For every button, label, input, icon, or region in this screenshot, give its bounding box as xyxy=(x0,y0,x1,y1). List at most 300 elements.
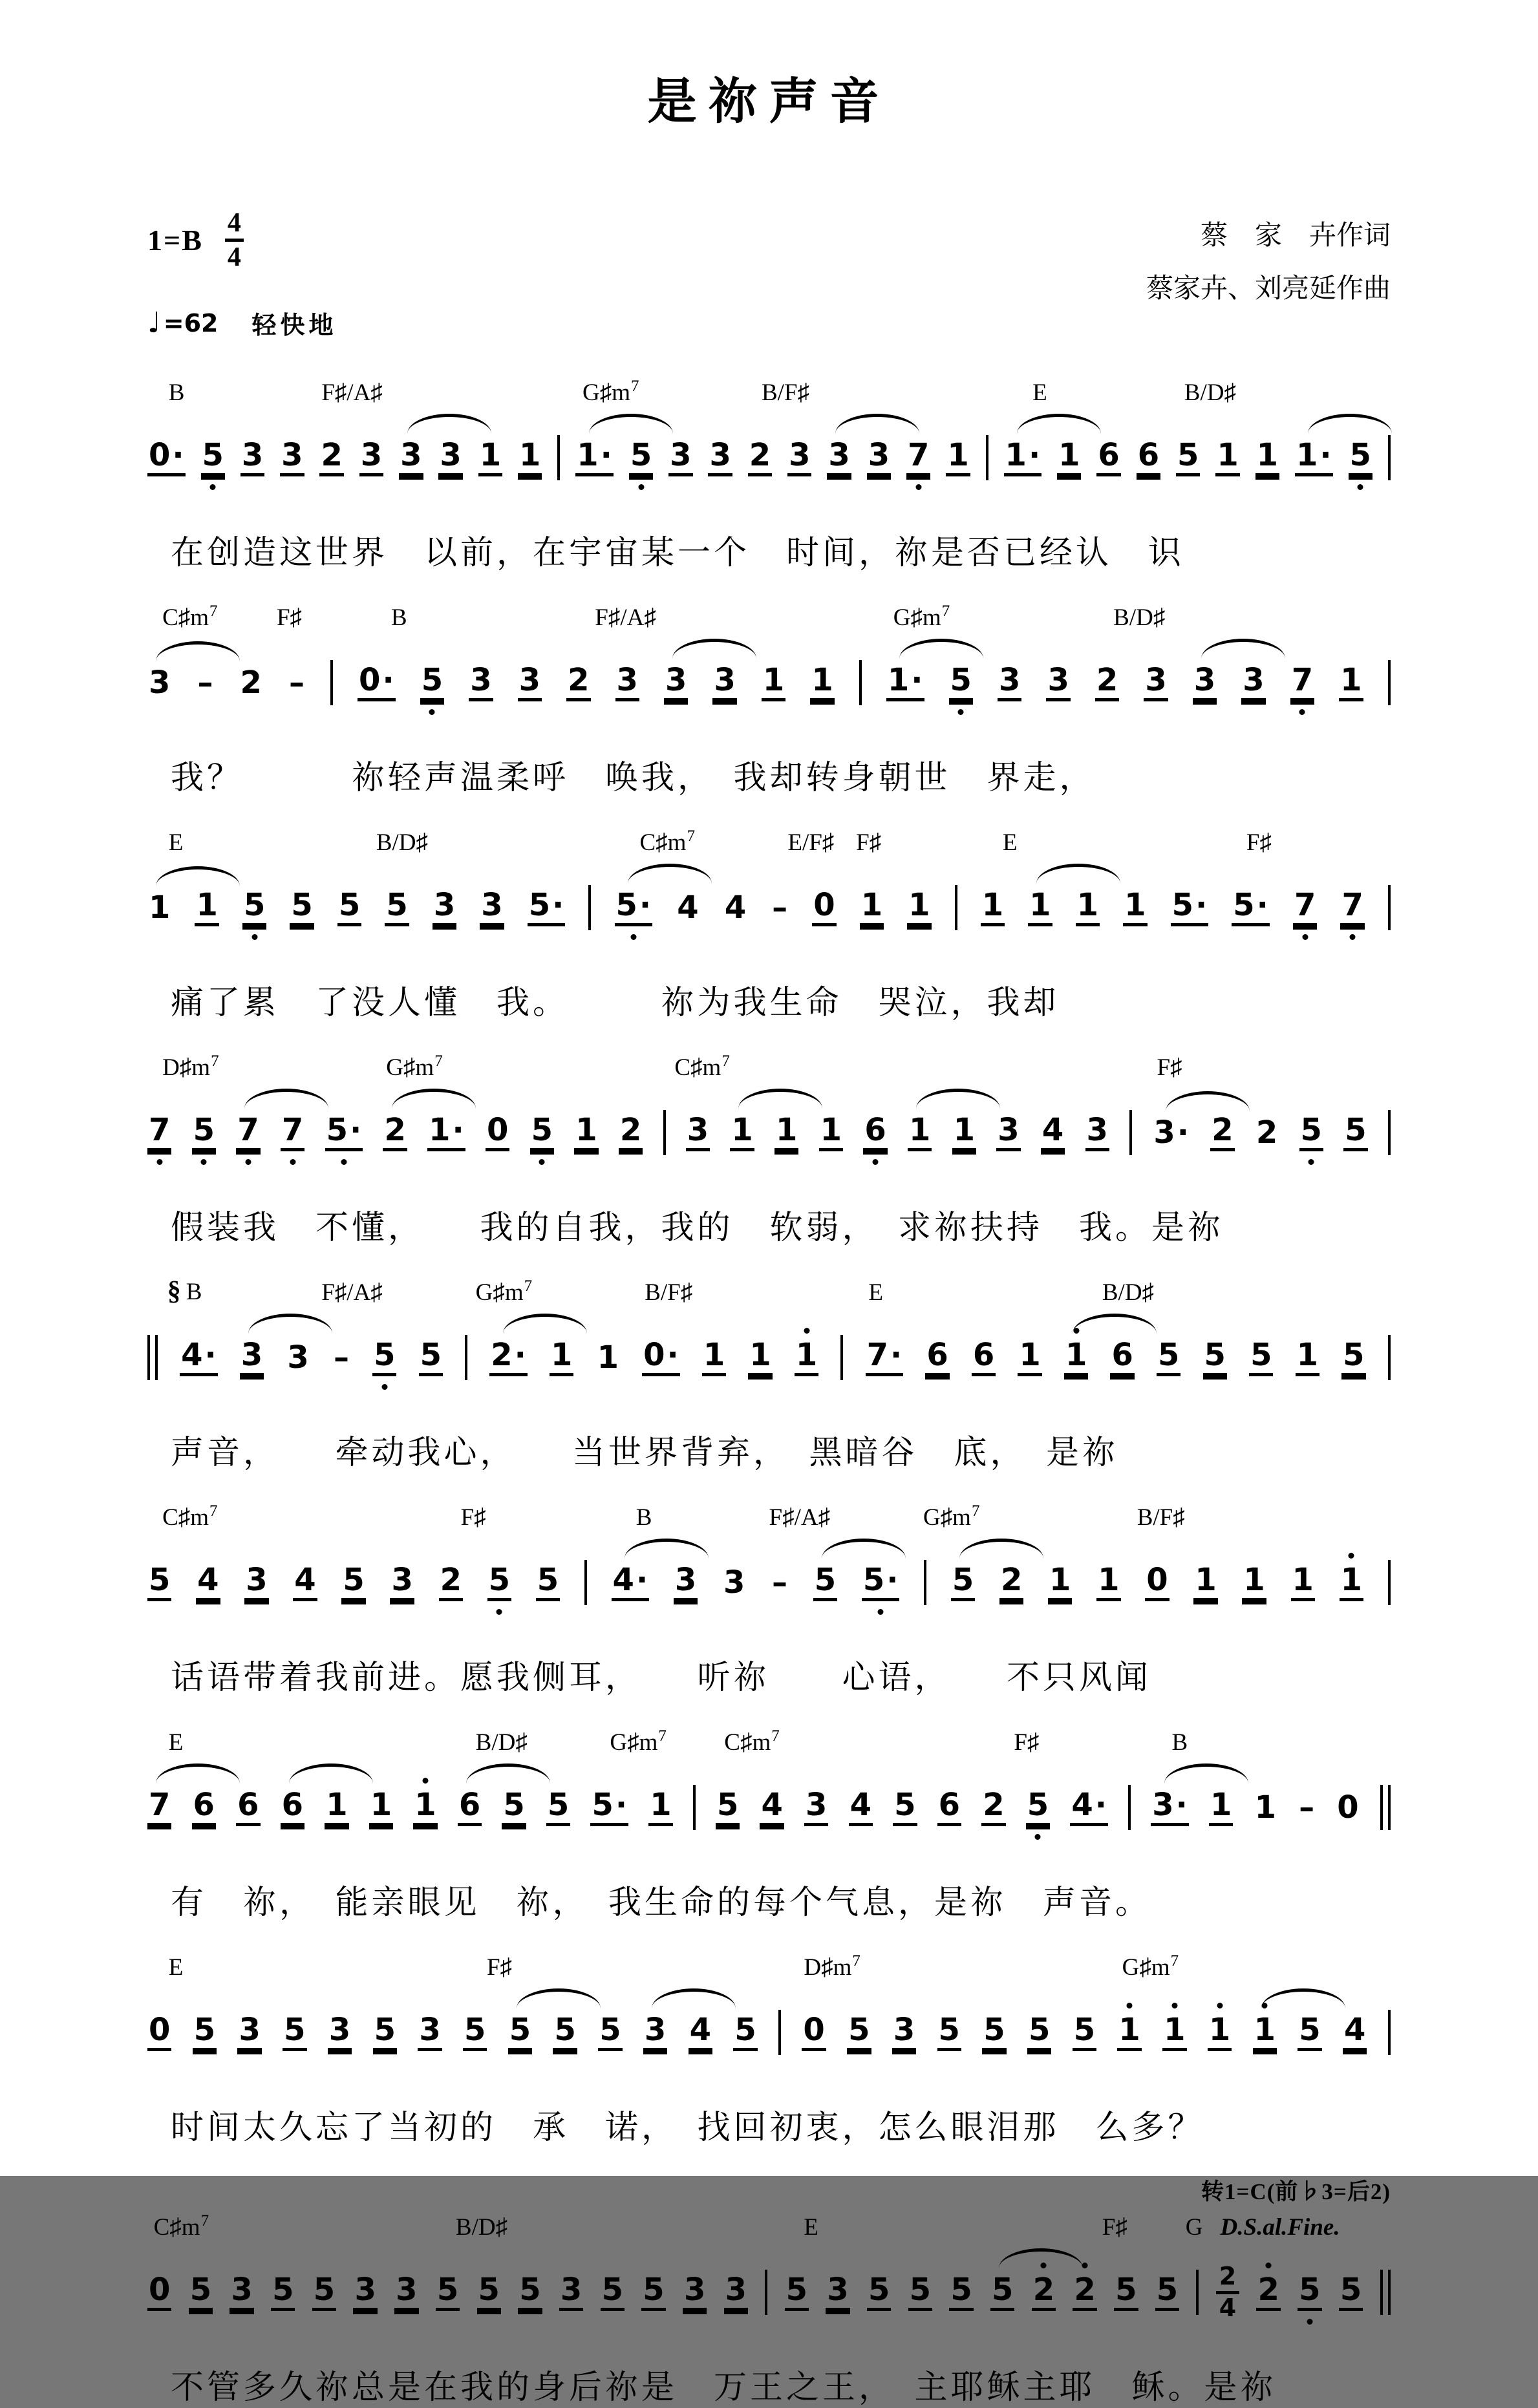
chord-symbol: $C♯m^7$ xyxy=(162,602,218,632)
note-token: 0 xyxy=(812,890,836,926)
octave-dot-low xyxy=(245,1159,251,1165)
note-token: 2· xyxy=(489,1339,528,1376)
note-token: 1 xyxy=(908,1114,932,1151)
dash-extender: – xyxy=(1299,1789,1315,1826)
double-barline xyxy=(1380,1785,1391,1830)
note-token: 1· xyxy=(427,1114,465,1151)
note-token: 1 xyxy=(907,890,931,926)
note-token: 5· xyxy=(1232,890,1270,926)
note-token: 5 xyxy=(463,2014,487,2051)
note-token: 1 xyxy=(1254,1789,1276,1826)
chord-symbol: $D♯m^7$ xyxy=(804,1952,860,1981)
octave-dot-low xyxy=(630,934,636,940)
octave-dot-low xyxy=(156,1159,162,1165)
note-token: 3 xyxy=(237,2014,261,2051)
chord-symbol: $C♯m^7$ xyxy=(674,1052,730,1081)
note-token: 5 xyxy=(530,1114,554,1151)
slur-arc xyxy=(392,1089,476,1109)
lyrics-line: 时间太久忘了当初的 承 诺， 找回初衷，怎么眼泪那 么多？ xyxy=(171,2109,1204,2147)
note-token: 0 xyxy=(486,1114,509,1151)
note-token: 5 xyxy=(312,2274,336,2311)
note-token: 5 xyxy=(733,2014,757,2051)
notes-row xyxy=(147,1756,1391,1862)
octave-dot-low xyxy=(210,484,216,490)
note-token: 2 xyxy=(383,1114,407,1151)
note-token: 1· xyxy=(886,665,924,701)
chord-symbol: $C♯m^7$ xyxy=(639,827,695,857)
octave-dot-low xyxy=(1307,2319,1312,2325)
lyricist-credit: 蔡 家 卉作词 xyxy=(1200,219,1391,251)
time-signature-numerator: 4 xyxy=(225,209,244,242)
octave-dot-low xyxy=(497,1609,502,1615)
note-token: 3 xyxy=(1046,665,1070,701)
octave-dot-low xyxy=(1302,934,1308,940)
note-token: 5 xyxy=(867,2274,891,2311)
chord-symbol: E xyxy=(168,1729,184,1756)
barline xyxy=(663,1110,666,1155)
composer-credit: 蔡家卉、刘亮延作曲 xyxy=(1146,272,1391,304)
lyrics-line: 话语带着我前进。愿我侧耳， 听祢 心语， 不只风闻 xyxy=(171,1659,1152,1698)
note-token: 0 xyxy=(802,2014,826,2051)
note-token: 3 xyxy=(683,2274,707,2311)
note-token: 5 xyxy=(1349,440,1372,476)
barline xyxy=(1388,1560,1391,1605)
barline xyxy=(465,1335,467,1380)
note-token: 7 xyxy=(147,1789,171,1826)
octave-dot-high xyxy=(1171,2003,1177,2008)
chord-symbol: B/D♯ xyxy=(1113,604,1166,632)
note-token: 2 xyxy=(981,1789,1005,1826)
note-token: 5 xyxy=(1341,1339,1365,1376)
chord-symbol: $G♯m^7$ xyxy=(582,378,639,407)
slur-arc xyxy=(916,1089,1000,1109)
note-token: 1 xyxy=(1208,2014,1232,2051)
music-system xyxy=(147,2174,1391,2408)
barline xyxy=(1388,660,1391,705)
note-token: 3 xyxy=(1144,665,1168,701)
note-token: 3 xyxy=(390,1564,414,1601)
note-token: 4 xyxy=(677,890,699,926)
octave-dot-low xyxy=(878,1609,884,1615)
note-token: 3 xyxy=(230,2274,253,2311)
note-token: 3 xyxy=(244,1564,268,1601)
octave-dot-high xyxy=(804,1328,809,1334)
note-token: 5 xyxy=(508,2014,532,2051)
octave-dot-low xyxy=(915,484,921,490)
barline xyxy=(1128,1785,1131,1830)
note-token: 0 xyxy=(1145,1564,1169,1601)
note-token: 3 xyxy=(328,2014,352,2051)
note-token: 4· xyxy=(180,1339,218,1376)
slur-arc xyxy=(628,864,712,884)
note-token: 1· xyxy=(1295,440,1333,476)
barline xyxy=(330,660,333,705)
octave-dot-low xyxy=(958,709,964,715)
note-token: 5 xyxy=(192,1114,216,1151)
note-token: 5 xyxy=(502,1789,526,1826)
note-token: 5 xyxy=(641,2274,665,2311)
octave-dot-high xyxy=(1082,2263,1088,2268)
music-system xyxy=(147,599,1391,798)
note-token: 3 xyxy=(518,665,542,701)
dash-extender: – xyxy=(197,665,213,701)
note-token: 4 xyxy=(1343,2014,1367,2051)
chord-symbol: $G♯m^7$ xyxy=(893,602,950,632)
note-token: 1 xyxy=(1018,1339,1041,1376)
slur-arc xyxy=(1073,1314,1157,1334)
note-token: 2 xyxy=(1255,1114,1278,1151)
note-token: 2 xyxy=(748,440,772,476)
chord-symbol: B/F♯ xyxy=(1137,1504,1185,1531)
note-token: 7 xyxy=(1293,890,1317,926)
note-token: 1 xyxy=(1123,890,1147,926)
note-token: 1 xyxy=(730,1114,754,1151)
note-token: 1 xyxy=(1255,440,1279,476)
note-token: 5 xyxy=(1026,1789,1050,1826)
chord-symbol: B xyxy=(1171,1729,1188,1756)
note-token: 3 xyxy=(480,890,504,926)
note-token: 6 xyxy=(1096,440,1120,476)
lyrics-line: 在创造这世界 以前，在宇宙某一个 时间，祢是否已经认 识 xyxy=(171,534,1185,573)
slur-arc xyxy=(1201,639,1285,659)
note-token: 3 xyxy=(240,1339,264,1376)
slur-arc xyxy=(1261,1988,1345,2008)
dash-extender: – xyxy=(772,890,788,926)
chord-symbol: B xyxy=(390,604,407,632)
chord-row xyxy=(147,1724,1391,1756)
note-token: 4 xyxy=(293,1564,317,1601)
music-systems xyxy=(147,374,1391,2408)
chord-symbol: F♯/A♯ xyxy=(321,379,383,407)
note-token: 5 xyxy=(189,2274,213,2311)
slur-arc xyxy=(959,1539,1043,1559)
chord-symbol: F♯/A♯ xyxy=(321,1279,383,1306)
chord-symbol: F♯ xyxy=(460,1504,486,1531)
chord-symbol: § B xyxy=(167,1276,202,1306)
note-token: 3 xyxy=(469,665,493,701)
barline xyxy=(588,885,591,930)
note-token: 6 xyxy=(937,1789,961,1826)
note-token: 1 xyxy=(325,1789,348,1826)
note-token: 4· xyxy=(1070,1789,1108,1826)
slur-arc xyxy=(672,639,756,659)
note-token: 3 xyxy=(280,440,304,476)
slur-arc xyxy=(1036,864,1120,884)
note-token: 1 xyxy=(369,1789,393,1826)
octave-dot-high xyxy=(1217,2003,1223,2008)
note-token: 3 xyxy=(724,2274,748,2311)
dash-extender: – xyxy=(772,1564,788,1601)
slur-arc xyxy=(466,1763,550,1784)
chord-symbol: E xyxy=(1032,379,1047,407)
lyrics-line: 我？ 祢轻声温柔呼 唤我， 我却转身朝世 界走， xyxy=(171,759,1096,798)
notes-row xyxy=(147,1981,1391,2087)
music-system xyxy=(147,1049,1391,1248)
slur-arc xyxy=(156,641,240,661)
note-token: 1 xyxy=(860,890,884,926)
note-token: 1 xyxy=(702,1339,726,1376)
barline xyxy=(1129,1110,1132,1155)
note-token: 5 xyxy=(598,2014,622,2051)
slur-arc xyxy=(899,639,983,659)
note-token: 3 xyxy=(892,2014,916,2051)
note-token: 4 xyxy=(849,1789,873,1826)
slur-arc xyxy=(835,414,919,434)
note-token: 5 xyxy=(716,1789,740,1826)
octave-dot-low xyxy=(1308,1159,1314,1165)
chord-symbol: $D♯m^7$ xyxy=(162,1052,219,1081)
sheet-header xyxy=(147,209,1391,341)
time-signature-inline: 2 4 xyxy=(1216,2264,1239,2321)
chord-row xyxy=(147,599,1391,632)
octave-dot-high xyxy=(422,1778,428,1784)
chord-symbol: $G♯m^7$ xyxy=(1122,1952,1179,1981)
note-token: 2 xyxy=(319,440,343,476)
double-barline xyxy=(1380,2270,1391,2315)
note-token: 7 xyxy=(1340,890,1364,926)
note-token: 3 xyxy=(1241,665,1265,701)
note-token: 3 xyxy=(615,665,639,701)
note-token: 3 xyxy=(240,440,264,476)
chord-row xyxy=(147,2209,1391,2241)
octave-dot-low xyxy=(1299,709,1305,715)
note-token: 1 xyxy=(518,440,542,476)
barline xyxy=(1388,2010,1391,2055)
note-token: 3 xyxy=(867,440,891,476)
barline xyxy=(859,660,862,705)
note-token: 1 xyxy=(478,440,502,476)
chord-symbol: $G♯m^7$ xyxy=(386,1052,443,1081)
note-token: 3 xyxy=(787,440,811,476)
note-token: 5 xyxy=(536,1564,560,1601)
note-token: 5 xyxy=(193,2014,217,2051)
note-token: 4 xyxy=(689,2014,712,2051)
note-token: 1 xyxy=(1296,1339,1319,1376)
chord-symbol: F♯ xyxy=(1246,829,1272,857)
chord-row xyxy=(147,374,1391,407)
notes-row xyxy=(147,857,1391,963)
barline xyxy=(1388,435,1391,480)
note-token: 1 xyxy=(1064,1339,1088,1376)
note-token: 5· xyxy=(590,1789,628,1826)
note-token: 2 xyxy=(1210,1114,1234,1151)
barline xyxy=(584,1560,587,1605)
ds-al-fine-mark: D.S.al.Fine. xyxy=(1220,2214,1340,2241)
chord-symbol: B/D♯ xyxy=(1184,379,1236,407)
note-token: 4· xyxy=(612,1564,650,1601)
note-token: 0 xyxy=(147,2014,171,2051)
key-signature: 1=B xyxy=(147,224,203,257)
chord-symbol: $C♯m^7$ xyxy=(724,1727,780,1756)
music-system xyxy=(147,824,1391,1023)
note-token: 1 xyxy=(1209,1789,1233,1826)
note-token: 5 xyxy=(1298,2014,1321,2051)
notes-row xyxy=(147,1081,1391,1188)
note-token: 4 xyxy=(760,1789,784,1826)
note-token: 5 xyxy=(419,1339,443,1376)
note-token: 5 xyxy=(147,1564,171,1601)
barline xyxy=(1196,2270,1199,2315)
note-token: 1· xyxy=(1004,440,1042,476)
note-token: 5 xyxy=(629,440,653,476)
chord-symbol: B xyxy=(168,379,185,407)
octave-dot-high xyxy=(1041,2263,1047,2268)
note-token: 5 xyxy=(601,2274,625,2311)
chord-row xyxy=(147,1274,1391,1306)
barline xyxy=(986,435,988,480)
note-token: 1 xyxy=(550,1339,573,1376)
barline xyxy=(778,2010,781,2055)
note-token: 7 xyxy=(147,1114,171,1151)
chord-symbol: B/D♯ xyxy=(1102,1279,1155,1306)
note-token: 5 xyxy=(1157,1339,1180,1376)
chord-symbol: G xyxy=(1185,2214,1203,2241)
note-token: 1 xyxy=(795,1339,818,1376)
note-token: 3 xyxy=(1085,1114,1109,1151)
note-token: 1 xyxy=(1253,2014,1277,2051)
octave-dot-low xyxy=(539,1159,545,1165)
note-token: 5 xyxy=(951,1564,975,1601)
note-token: 5 xyxy=(546,1789,570,1826)
note-token: 6 xyxy=(863,1114,887,1151)
chord-symbol: B/D♯ xyxy=(475,1729,528,1756)
note-token: 2 xyxy=(439,1564,463,1601)
note-token: 3 xyxy=(359,440,383,476)
note-token: 1 xyxy=(762,665,785,701)
barline xyxy=(765,2270,767,2315)
note-token: 3· xyxy=(1151,1789,1189,1826)
note-token: 5 xyxy=(373,2014,397,2051)
note-token: 3 xyxy=(827,440,851,476)
note-token: 2 xyxy=(1073,2274,1096,2311)
quarter-note-icon: ♩ xyxy=(147,306,161,340)
tempo-value: =62 xyxy=(163,308,219,337)
note-token: 5 xyxy=(1114,2274,1138,2311)
note-token: 0· xyxy=(642,1339,680,1376)
chord-symbol: $G♯m^7$ xyxy=(610,1727,667,1756)
note-token: 7· xyxy=(866,1339,904,1376)
barline xyxy=(1388,885,1391,930)
chord-symbol: F♯ xyxy=(486,1954,513,1981)
note-token: 7 xyxy=(1290,665,1314,701)
octave-dot-high xyxy=(1349,1553,1354,1559)
slur-arc xyxy=(503,1314,587,1334)
credits-block xyxy=(1146,209,1391,315)
music-system xyxy=(147,374,1391,573)
chord-symbol: E xyxy=(168,1954,184,1981)
note-token: 2 xyxy=(999,1564,1023,1601)
note-token: 5 xyxy=(785,2274,809,2311)
note-token: 3 xyxy=(1193,665,1217,701)
slur-arc xyxy=(407,414,491,434)
note-token: 5 xyxy=(283,2014,306,2051)
note-token: 5 xyxy=(1073,2014,1096,2051)
lyrics-line: 声音， 牵动我心， 当世界背弃， 黑暗谷 底， 是祢 xyxy=(171,1434,1119,1473)
chord-symbol: $G♯m^7$ xyxy=(923,1502,980,1531)
note-token: 2 xyxy=(619,1114,643,1151)
note-token: 5 xyxy=(477,2274,501,2311)
note-token: 5 xyxy=(242,890,266,926)
chord-symbol: F♯ xyxy=(1157,1054,1182,1081)
note-token: 3 xyxy=(353,2274,377,2311)
slur-arc xyxy=(738,1089,822,1109)
note-token: 6 xyxy=(236,1789,260,1826)
slur-arc xyxy=(589,414,673,434)
octave-dot-low xyxy=(873,1159,879,1165)
note-token: 6 xyxy=(1110,1339,1134,1376)
segno-icon: § xyxy=(167,1276,181,1306)
barline xyxy=(557,435,560,480)
note-token: 2 xyxy=(1032,2274,1056,2311)
note-token: 3 xyxy=(686,1114,710,1151)
dash-extender: – xyxy=(333,1339,349,1376)
chord-symbol: B xyxy=(635,1504,652,1531)
barline xyxy=(1388,1110,1391,1155)
note-token: 5 xyxy=(1027,2014,1051,2051)
notes-row xyxy=(147,407,1391,513)
note-token: 3 xyxy=(712,665,736,701)
note-token: 0· xyxy=(358,665,396,701)
note-token: 1 xyxy=(195,890,219,926)
note-token: 5 xyxy=(1155,2274,1179,2311)
note-token: 2 xyxy=(1256,2274,1280,2311)
barline xyxy=(840,1335,843,1380)
chord-symbol: E xyxy=(804,2214,818,2241)
chord-symbol: B/F♯ xyxy=(761,379,809,407)
chord-symbol: F♯ xyxy=(276,604,303,632)
note-token: 3 xyxy=(433,890,456,926)
slur-arc xyxy=(289,1763,373,1784)
notes-row xyxy=(147,1306,1391,1412)
chord-row xyxy=(147,824,1391,857)
slur-arc xyxy=(822,1539,906,1559)
note-token: 2 xyxy=(566,665,590,701)
note-token: 5· xyxy=(1171,890,1209,926)
note-token: 1 xyxy=(147,892,171,923)
time-signature xyxy=(225,209,244,272)
note-token: 3 xyxy=(668,440,692,476)
octave-dot-low xyxy=(381,1384,387,1390)
chord-symbol: F♯ xyxy=(856,829,882,857)
note-token: 3 xyxy=(418,2014,442,2051)
octave-dot-low xyxy=(1358,484,1363,490)
chord-symbol: $G♯m^7$ xyxy=(475,1277,533,1306)
note-token: 5 xyxy=(908,2274,932,2311)
note-token: 3 xyxy=(287,1339,309,1376)
note-token: 5 xyxy=(518,2274,542,2311)
key-signature-row xyxy=(147,209,337,272)
note-token: 3 xyxy=(438,440,462,476)
chord-symbol: E xyxy=(168,829,184,857)
song-title: 是祢声音 xyxy=(647,72,891,130)
note-token: 1 xyxy=(1340,1564,1363,1601)
note-token: 1 xyxy=(946,440,970,476)
time-signature-denominator: 4 xyxy=(227,242,241,273)
note-token: 7 xyxy=(236,1114,260,1151)
note-token: 1 xyxy=(597,1339,619,1376)
note-token: 3 xyxy=(664,665,688,701)
octave-dot-low xyxy=(251,934,257,940)
note-token: 4 xyxy=(724,890,747,926)
note-token: 1 xyxy=(1193,1564,1217,1601)
notes-row xyxy=(147,2241,1391,2347)
note-token: 1 xyxy=(413,1789,437,1826)
barline xyxy=(1388,1335,1391,1380)
note-token: 6 xyxy=(458,1789,482,1826)
slur-arc xyxy=(652,1988,736,2008)
note-token: 1 xyxy=(1096,1564,1120,1601)
note-token: 1 xyxy=(774,1114,798,1151)
